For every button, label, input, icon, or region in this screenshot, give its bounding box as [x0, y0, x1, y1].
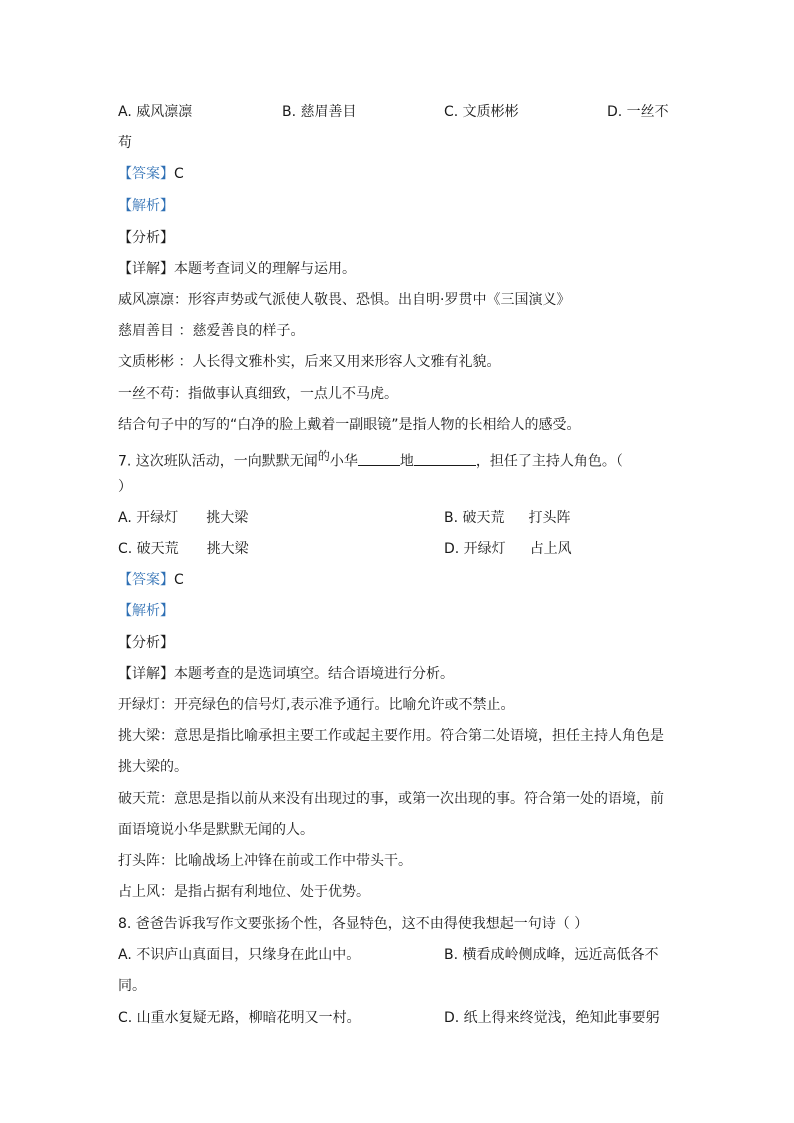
q7-option-b: B. 破天荒 打头阵 — [444, 510, 571, 526]
q6-detail: 【详解】本题考查词义的理解与运用。 — [118, 261, 356, 277]
q7-explanation-line: 挑大梁：意思是指比喻承担主要工作或起主要作用。符合第二处语境，担任主持人角色是 — [118, 728, 664, 744]
answer-label: 【答案】 — [118, 166, 174, 182]
answer-label: 【答案】 — [118, 572, 174, 588]
q7-option-d: D. 开绿灯 占上风 — [444, 541, 572, 557]
q8-option-d: D. 纸上得来终觉浅，绝知此事要躬 — [444, 1010, 660, 1026]
q7-explanation-line: 破天荒：意思是指以前从来没有出现过的事，或第一次出现的事。符合第一处的语境，前 — [118, 791, 664, 807]
q7-detail: 【详解】本题考查的是选词填空。结合语境进行分析。 — [118, 666, 454, 682]
q8-option-c: C. 山重水复疑无路，柳暗花明又一村。 — [118, 1010, 361, 1026]
q6-explanation-line: 结合句子中的写的“白净的脸上戴着一副眼镜”是指人物的长相给人的感受。 — [118, 417, 581, 433]
q7-explanation-line: 打头阵：比喻战场上冲锋在前或工作中带头干。 — [118, 853, 412, 869]
q7-explanation-line: 面语境说小华是默默无闻的人。 — [118, 822, 314, 838]
q7-explanation-line: 挑大梁的。 — [118, 759, 188, 775]
q7-stem-end: ） — [118, 479, 132, 495]
q6-option-d: D. 一丝不 — [607, 104, 669, 120]
q6-fenxi-label: 【分析】 — [118, 230, 174, 246]
q7-answer — [118, 570, 184, 590]
q7-explanation-line: 占上风：是指占据有利地位、处于优势。 — [118, 884, 370, 900]
q6-explanation-line: 文质彬彬 ：人长得文雅朴实，后来又用来形容人文雅有礼貌。 — [118, 354, 501, 370]
q6-option-c: C. 文质彬彬 — [444, 104, 519, 120]
answer-value: C — [174, 572, 184, 588]
q8-stem: 8. 爸爸告诉我写作文要张扬个性，各显特色，这不由得使我想起一句诗（ ） — [118, 916, 589, 932]
q6-explanation-line: 慈眉善目 ：慈爱善良的样子。 — [118, 323, 305, 339]
q7-blank-1 — [358, 451, 400, 466]
q7-jiexi-label: 【解析】 — [118, 603, 174, 619]
q7-stem: 7. 这次班队活动，一向默默无闻$^的$小华 地 ，担任了主持人角色。（ — [118, 449, 623, 470]
q6-answer — [118, 164, 184, 184]
answer-value: C — [174, 166, 184, 182]
q8-option-b-continued: 同。 — [118, 978, 146, 994]
q6-explanation-line: 威风凛凛：形容声势或气派使人敬畏、恐惧。出自明·罗贯中《三国演义》 — [118, 292, 571, 308]
q6-explanation-line: 一丝不苟：指做事认真细致，一点儿不马虎。 — [118, 386, 398, 402]
q7-explanation-line: 开绿灯：开亮绿色的信号灯,表示准予通行。比喻允许或不禁止。 — [118, 697, 515, 713]
q8-option-a: A. 不识庐山真面目，只缘身在此山中。 — [118, 947, 361, 963]
q7-fenxi-label: 【分析】 — [118, 635, 174, 651]
q6-option-d-continued: 苟 — [118, 135, 132, 151]
q7-option-c: C. 破天荒 挑大梁 — [118, 541, 249, 557]
q8-option-b: B. 横看成岭侧成峰，远近高低各不 — [444, 947, 659, 963]
q7-option-a: A. 开绿灯 挑大梁 — [118, 510, 249, 526]
q6-jiexi-label: 【解析】 — [118, 198, 174, 214]
q7-blank-2 — [414, 451, 476, 466]
q6-option-b: B. 慈眉善目 — [282, 104, 357, 120]
q6-option-a: A. 威风凛凛 — [118, 104, 193, 120]
